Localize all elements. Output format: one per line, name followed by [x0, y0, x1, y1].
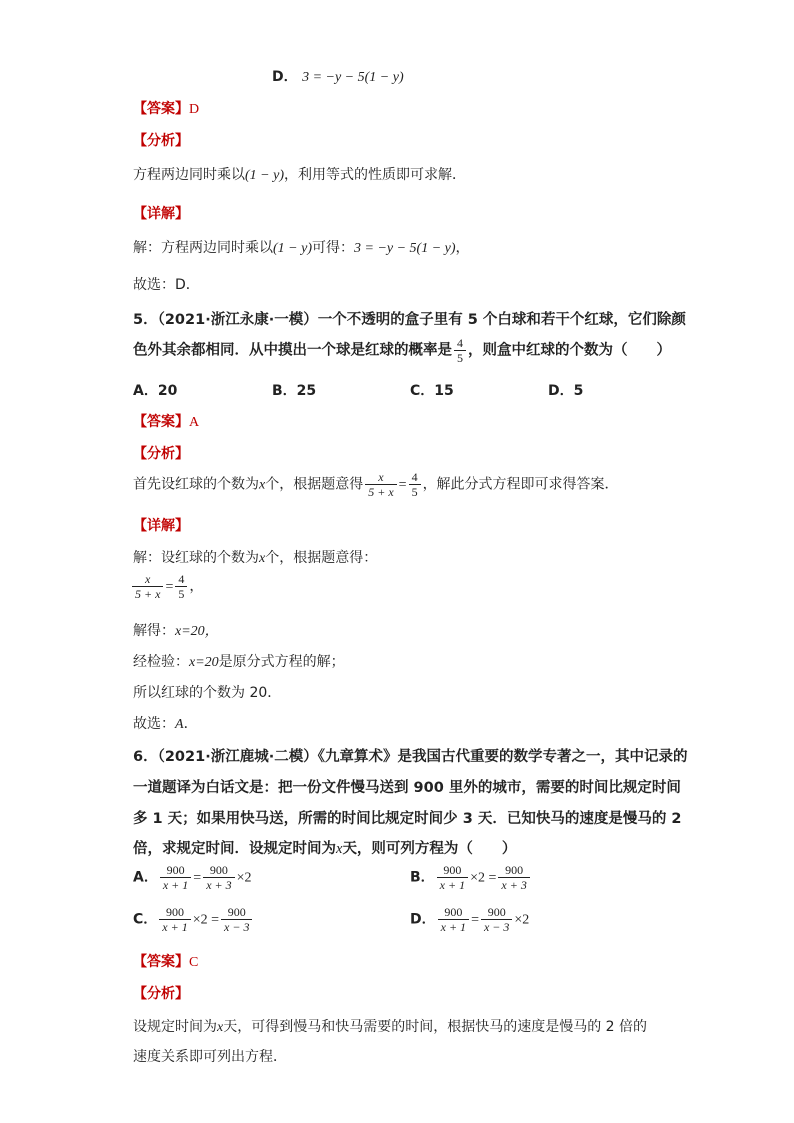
choice-value: A	[175, 717, 184, 732]
text: ，则盒中红球的个数为（ ）	[468, 342, 671, 359]
denominator: x + 3	[498, 877, 529, 892]
q6-answer	[133, 951, 198, 971]
q5-answer	[133, 411, 199, 431]
denominator: x + 1	[437, 877, 468, 892]
variable: x	[259, 551, 266, 566]
text: ．	[183, 716, 198, 732]
answer-tag: 【答案】	[133, 101, 189, 117]
q4-detail-tag: 【详解】	[133, 206, 189, 222]
q5-detail-line1	[133, 547, 377, 567]
operator: ×2	[236, 870, 252, 886]
text: 可得：	[312, 240, 354, 256]
text: 天，则可列方程为（ ）	[342, 841, 517, 857]
q5-option-b	[272, 380, 316, 400]
text: 故选：	[133, 716, 175, 732]
q5-detail-equation	[130, 572, 203, 601]
text: ，利用等式的性质即可求解．	[284, 167, 466, 183]
q6-analysis-line2: 速度关系即可列出方程．	[133, 1049, 287, 1065]
text: 倍，求规定时间．设规定时间为	[133, 841, 336, 857]
numerator: x	[145, 572, 151, 586]
answer-value: C	[189, 955, 199, 970]
fraction	[221, 905, 252, 934]
answer-tag: 【答案】	[133, 954, 189, 970]
text: 个，根据题意得	[265, 476, 364, 493]
q6-stem-line2: 一道题译为白话文是：把一份文件慢马送到 900 里外的城市，需要的时间比规定时间	[133, 780, 681, 796]
numerator: 4	[411, 470, 418, 484]
text: 色外其余都相同．从中摸出一个球是红球的概率是	[133, 342, 452, 359]
denominator: x + 3	[203, 877, 234, 892]
option-label: D．	[410, 911, 436, 928]
text: 解：方程两边同时乘以	[133, 240, 273, 256]
numerator: x	[378, 470, 384, 484]
math-factor: (1 − y)	[245, 168, 284, 183]
text: 是原分式方程的解；	[218, 654, 345, 670]
denominator: 5	[454, 350, 466, 365]
option-value: 20	[157, 383, 178, 399]
text: 经检验：	[133, 654, 189, 670]
q4-choice: 故选：D．	[133, 277, 200, 293]
q5-stem-line2	[133, 336, 671, 365]
fraction	[160, 863, 191, 892]
option-value: 25	[296, 383, 317, 399]
equals-sign: =	[165, 579, 174, 595]
numerator: 900	[443, 863, 462, 877]
denominator: x − 3	[481, 919, 512, 934]
q4-analysis-text	[133, 164, 466, 184]
fraction	[203, 863, 234, 892]
denominator: x − 3	[221, 919, 252, 934]
q5-option-d	[548, 380, 583, 400]
q5-conclusion: 所以红球的个数为 20．	[133, 685, 282, 701]
denominator: x + 1	[159, 919, 190, 934]
equals-sign: =	[398, 477, 407, 493]
numerator: 900	[166, 863, 185, 877]
option-label: A．	[133, 869, 158, 886]
q5-analysis-tag: 【分析】	[133, 446, 189, 462]
math-factor: (1 − y)	[273, 241, 312, 256]
fraction	[454, 336, 466, 365]
fraction	[159, 905, 190, 934]
q4-analysis-tag: 【分析】	[133, 133, 189, 149]
q4-option-d	[272, 66, 404, 86]
q6-option-a	[133, 863, 252, 892]
denominator: 5	[409, 484, 421, 499]
numerator: 900	[209, 863, 228, 877]
math-expression: x=20，	[175, 624, 219, 639]
text: 解：设红球的个数为	[133, 550, 259, 566]
numerator: 900	[444, 905, 463, 919]
text: ，	[189, 578, 204, 595]
operator: ×2 =	[470, 870, 497, 886]
q6-option-d	[410, 905, 529, 934]
fraction	[438, 905, 469, 934]
option-value: 15	[434, 383, 454, 399]
math-expression: x=20	[189, 655, 219, 670]
numerator: 900	[487, 905, 506, 919]
option-label: C．	[410, 383, 435, 399]
q5-stem-line1: 5．（2021·浙江永康·一模）一个不透明的盒子里有 5 个白球和若干个红球，它们除颜	[133, 312, 686, 328]
math-expression: 3 = −y − 5(1 − y)	[354, 241, 456, 256]
fraction	[175, 572, 187, 601]
operator: =	[193, 870, 202, 886]
text: 解得：	[133, 623, 175, 639]
option-label: C．	[133, 911, 158, 928]
q5-option-c	[410, 380, 454, 400]
fraction	[498, 863, 529, 892]
denominator: x + 1	[160, 877, 191, 892]
q5-option-a	[133, 380, 177, 400]
option-label: A．	[133, 383, 158, 399]
text: 天，可得到慢马和快马需要的时间，根据快马的速度是慢马的 2 倍的	[223, 1019, 648, 1035]
fraction	[409, 470, 421, 499]
numerator: 4	[178, 572, 185, 586]
q4-detail-text	[133, 237, 470, 257]
fraction	[365, 470, 396, 499]
denominator: 5 + x	[132, 586, 163, 601]
q6-stem-line1: 6．（2021·浙江鹿城·二模）《九章算术》是我国古代重要的数学专著之一，其中记录的	[133, 749, 688, 765]
fraction	[481, 905, 512, 934]
option-label: B．	[272, 383, 297, 399]
fraction	[132, 572, 163, 601]
q6-analysis-line1	[133, 1016, 647, 1036]
text: ，	[455, 240, 470, 256]
numerator: 900	[227, 905, 246, 919]
answer-value: A	[189, 415, 200, 430]
option-label: D．	[548, 383, 574, 399]
variable: x	[259, 477, 266, 493]
text: 个，根据题意得：	[265, 550, 378, 566]
option-label: B．	[410, 869, 435, 886]
q5-check	[133, 651, 345, 671]
q5-detail-tag: 【详解】	[133, 518, 189, 534]
denominator: x + 1	[438, 919, 469, 934]
q6-analysis-tag: 【分析】	[133, 986, 189, 1002]
q6-option-b	[410, 863, 532, 892]
q6-stem-line3: 多 1 天；如果用快马送，所需的时间比规定时间少 3 天．已知快马的速度是慢马的 2	[133, 811, 682, 827]
option-value: 5	[573, 383, 584, 399]
option-expression: 3 = −y − 5(1 − y)	[302, 70, 404, 85]
text: 方程两边同时乘以	[133, 167, 245, 183]
variable: x	[217, 1020, 224, 1035]
numerator: 4	[457, 336, 463, 350]
option-label: D．	[272, 69, 298, 85]
operator: =	[471, 912, 479, 928]
q5-analysis-text	[133, 470, 619, 499]
denominator: 5 + x	[365, 484, 396, 499]
q5-choice	[133, 713, 198, 733]
q4-answer	[133, 98, 199, 118]
q6-stem-line4	[133, 837, 516, 858]
operator: ×2 =	[192, 912, 220, 928]
text: ，解此分式方程即可求得答案．	[422, 476, 619, 493]
answer-tag: 【答案】	[133, 414, 189, 430]
numerator: 900	[166, 905, 184, 919]
answer-value: D	[189, 102, 200, 117]
variable: x	[336, 841, 343, 857]
numerator: 900	[505, 863, 524, 877]
text: 首先设红球的个数为	[133, 476, 259, 493]
operator: ×2	[514, 912, 530, 928]
q5-solve	[133, 620, 219, 640]
fraction	[437, 863, 468, 892]
text: 设规定时间为	[133, 1019, 217, 1035]
denominator: 5	[175, 586, 187, 601]
q6-option-c	[133, 905, 254, 934]
